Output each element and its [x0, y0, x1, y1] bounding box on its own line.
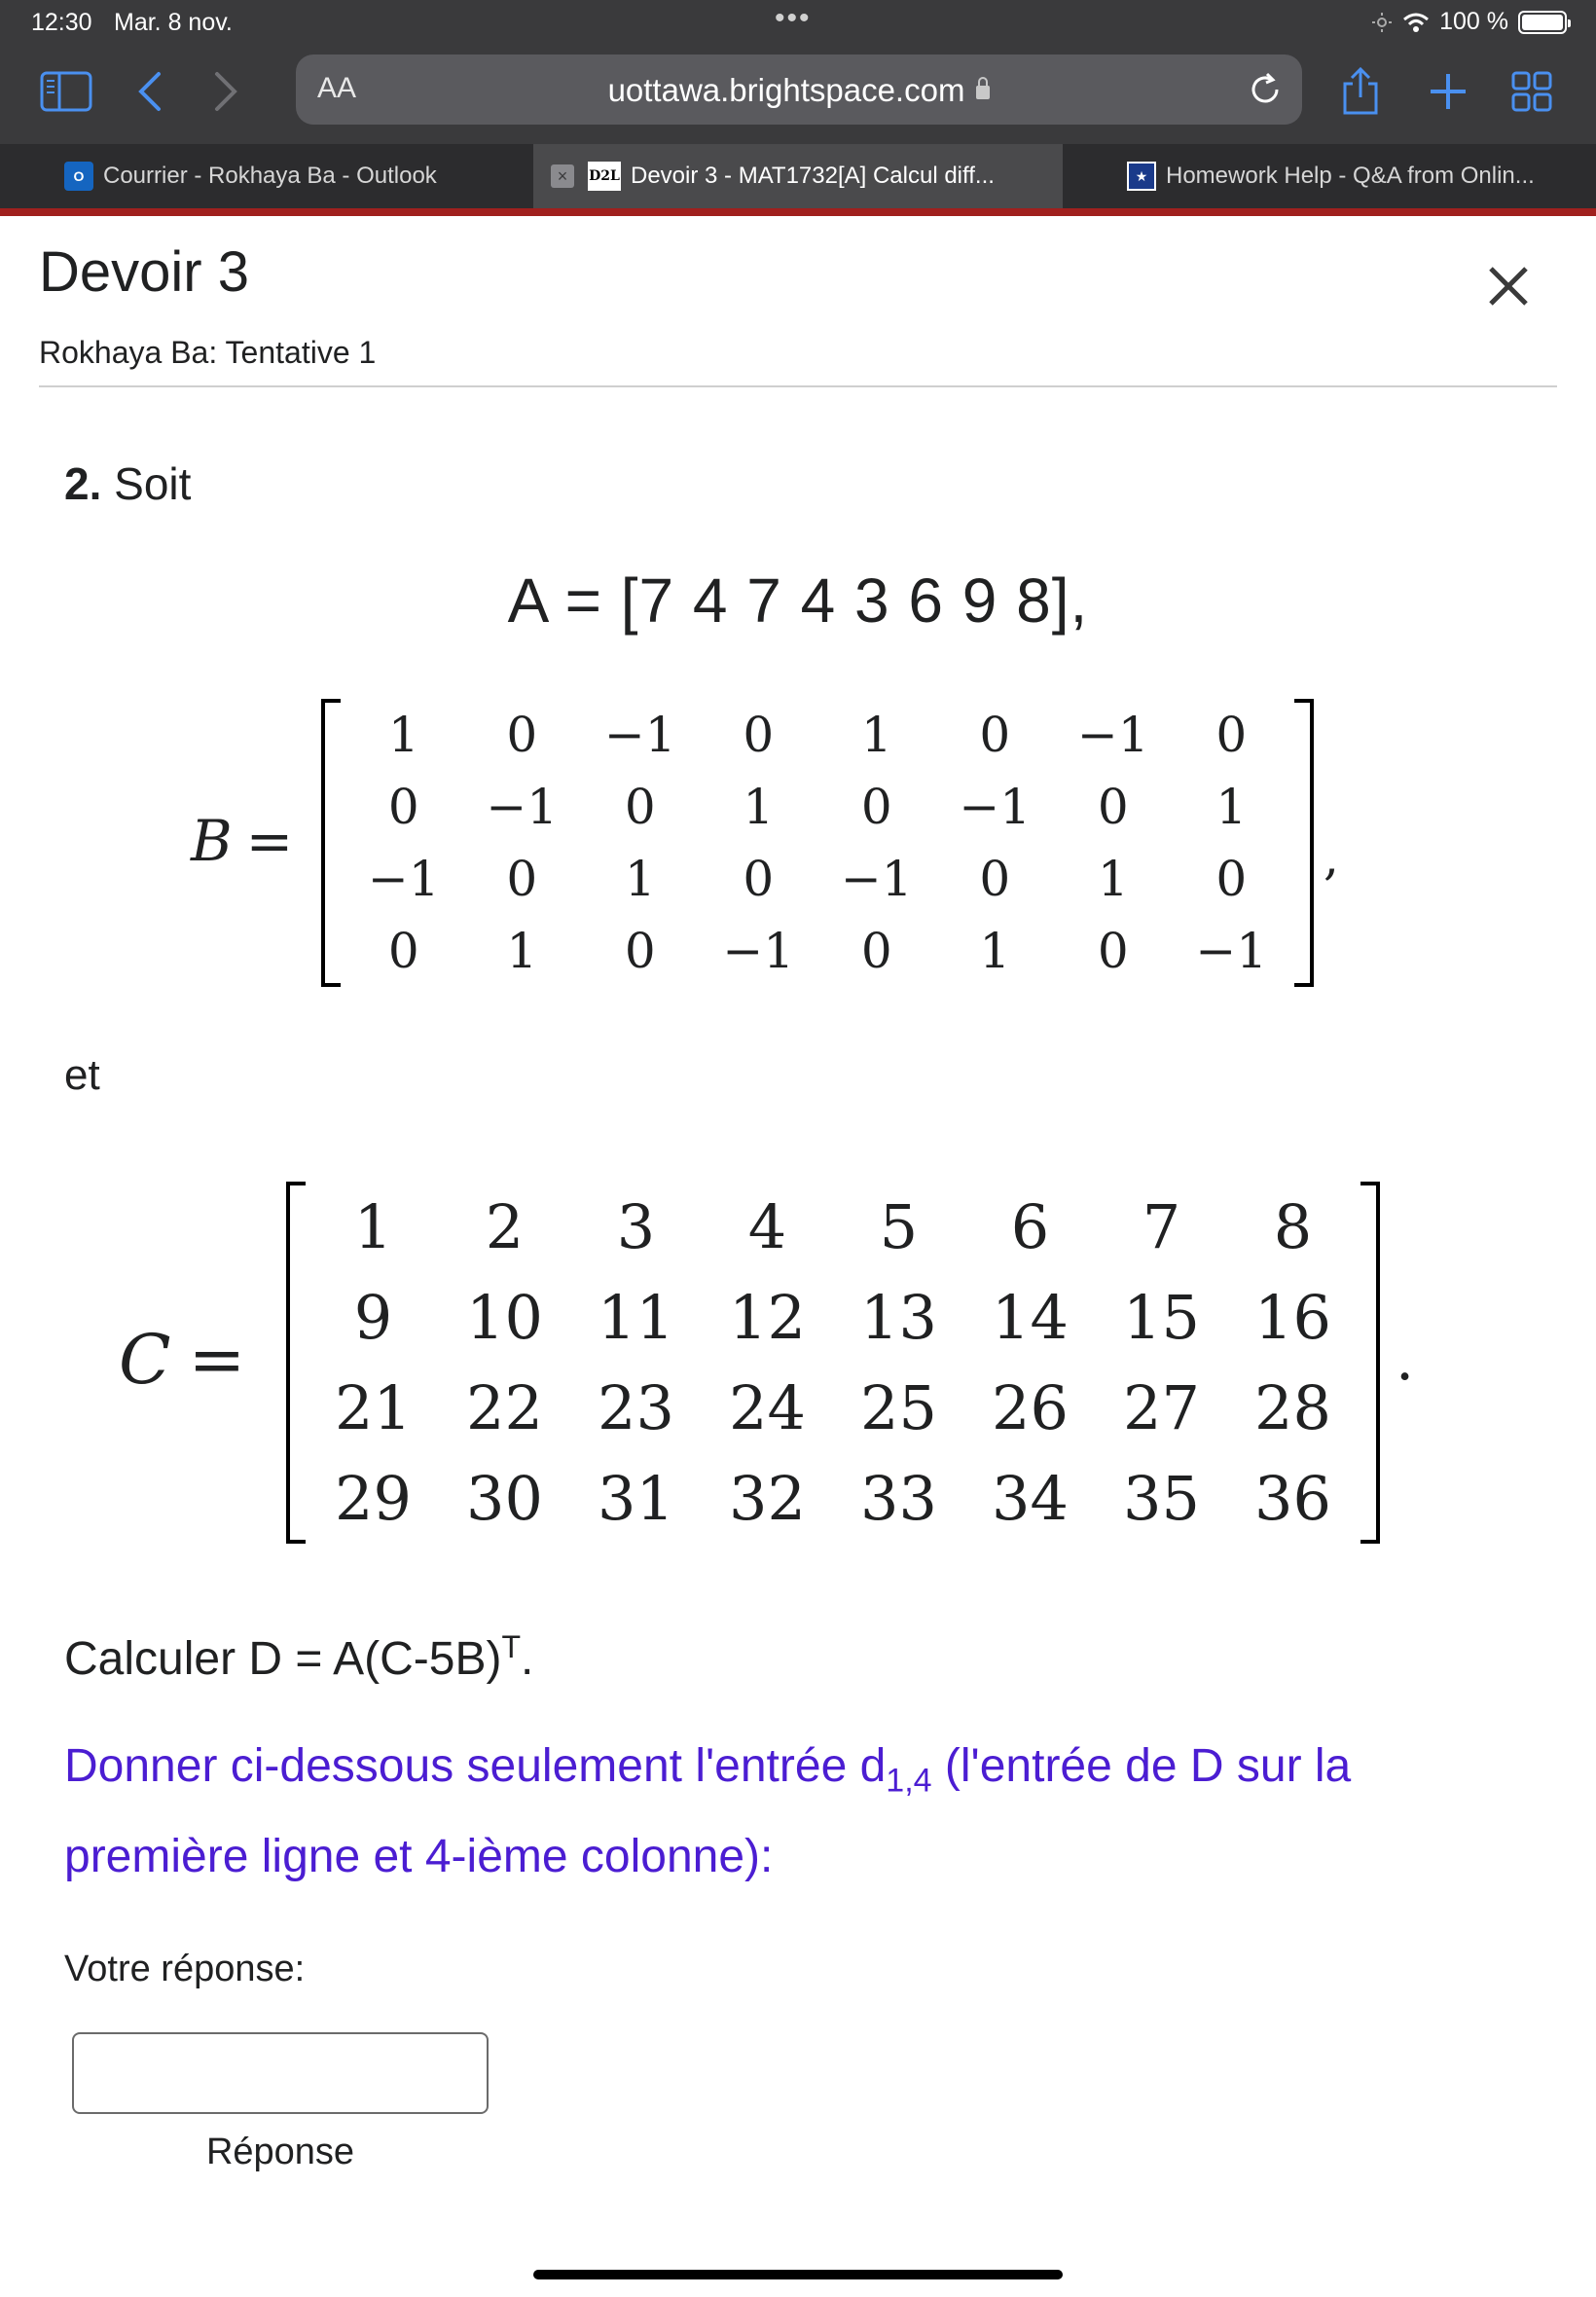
matrix-c-cell: 2 — [485, 1191, 525, 1262]
browser-toolbar — [0, 47, 1596, 144]
connector-text: et — [64, 1051, 100, 1099]
matrix-b-cell: −1 — [603, 707, 676, 763]
tab-outlook[interactable] — [47, 144, 533, 208]
outlook-icon: O — [64, 162, 93, 191]
matrix-b-cell: −1 — [367, 851, 440, 907]
sidebar-icon[interactable] — [39, 64, 93, 119]
matrix-c-period: . — [1396, 1326, 1415, 1394]
matrix-c-cell: 4 — [747, 1191, 787, 1262]
matrix-b — [321, 699, 1314, 987]
instruction-suffix: (l'entrée de D sur la première ligne et 4-ième colonne): — [64, 1740, 1352, 1882]
share-icon[interactable] — [1333, 64, 1388, 119]
bracket-left — [321, 699, 341, 987]
matrix-c-symbol: C — [119, 1320, 171, 1400]
matrix-c-cell: 14 — [992, 1282, 1069, 1353]
matrix-c-cell: 13 — [860, 1282, 937, 1353]
back-icon[interactable] — [123, 64, 177, 119]
matrix-b-cell: 0 — [506, 707, 538, 763]
instruction-prefix: Donner ci-dessous seulement l'entrée d — [64, 1740, 887, 1792]
matrix-b-comma: , — [1324, 829, 1339, 886]
tab-label: Devoir 3 - MAT1732[A] Calcul diff... — [631, 163, 995, 189]
matrix-c-cell: 36 — [1254, 1463, 1331, 1534]
bracket-right — [1360, 1182, 1380, 1544]
matrix-b-cell: −1 — [722, 923, 795, 979]
bracket-right — [1294, 699, 1314, 987]
matrix-c-cell: 27 — [1123, 1372, 1200, 1443]
page-title: Devoir 3 — [39, 240, 249, 304]
question-number: 2. — [64, 458, 102, 509]
tab-bar — [0, 144, 1596, 208]
matrix-b-cell: −1 — [1195, 923, 1268, 979]
matrix-c-cell: 1 — [353, 1191, 393, 1262]
matrix-b-cell: 0 — [387, 779, 419, 835]
multitasking-dots-icon[interactable]: ••• — [775, 2, 812, 34]
d2l-icon: D2L — [588, 162, 621, 191]
tab-label: Courrier - Rokhaya Ba - Outlook — [103, 163, 437, 189]
battery-level — [1522, 15, 1563, 30]
matrix-b-cell: 1 — [743, 779, 775, 835]
matrix-b-cell: 0 — [624, 923, 656, 979]
calc-suffix: . — [521, 1633, 534, 1685]
tab-overview-icon[interactable] — [1505, 64, 1559, 119]
matrix-c-cell: 32 — [729, 1463, 806, 1534]
answer-label: Votre réponse: — [64, 1949, 306, 1989]
matrix-c-cell: 29 — [335, 1463, 412, 1534]
url-text: uottawa.brightspace.com — [607, 72, 965, 108]
matrix-b-cell: 0 — [387, 923, 419, 979]
page-accent-line — [0, 208, 1596, 216]
reader-label: AA — [317, 72, 357, 104]
equation-a: A = [7 4 7 4 3 6 9 8], — [507, 565, 1089, 636]
matrix-c-cell: 15 — [1123, 1282, 1200, 1353]
matrix-b-cell: 0 — [624, 779, 656, 835]
matrix-b-cell: 0 — [979, 851, 1011, 907]
matrix-c-cell: 22 — [466, 1372, 543, 1443]
close-icon[interactable] — [1477, 255, 1540, 317]
matrix-b-cell: −1 — [1076, 707, 1149, 763]
matrix-c-cell: 24 — [729, 1372, 806, 1443]
matrix-b-cell: −1 — [959, 779, 1032, 835]
status-indicators — [1371, 8, 1567, 36]
answer-input[interactable] — [72, 2032, 489, 2114]
matrix-b-symbol: B — [191, 808, 233, 874]
matrix-c-cell: 16 — [1254, 1282, 1331, 1353]
matrix-b-cell: 1 — [1215, 779, 1248, 835]
close-tab-icon[interactable]: × — [551, 164, 574, 188]
matrix-b-cell: 0 — [506, 851, 538, 907]
battery-icon — [1518, 11, 1567, 34]
matrix-c-grid — [308, 1182, 1359, 1544]
question-intro: Soit — [114, 458, 192, 509]
matrix-b-cell: 0 — [1097, 779, 1129, 835]
home-indicator[interactable] — [533, 2270, 1063, 2279]
calculation-prompt — [64, 1629, 533, 1686]
matrix-c-cell: 30 — [466, 1463, 543, 1534]
new-tab-icon[interactable] — [1421, 64, 1475, 119]
matrix-c-cell: 9 — [353, 1282, 393, 1353]
matrix-c-cell: 6 — [1010, 1191, 1050, 1262]
matrix-b-cell: 0 — [860, 779, 892, 835]
matrix-b-cell: 0 — [1215, 851, 1248, 907]
matrix-c-label: C = — [119, 1320, 246, 1400]
matrix-b-cell: 1 — [860, 707, 892, 763]
matrix-b-cell: −1 — [840, 851, 913, 907]
matrix-b-label: B = — [191, 808, 294, 874]
battery-percent: 100 % — [1439, 8, 1508, 35]
browser-chrome — [0, 0, 1596, 144]
status-date: Mar. 8 nov. — [114, 9, 233, 36]
bracket-left — [286, 1182, 306, 1544]
brightness-icon — [1371, 12, 1393, 33]
matrix-b-cell: 1 — [624, 851, 656, 907]
attempt-label: Rokhaya Ba: Tentative 1 — [39, 335, 377, 370]
matrix-c-cell: 5 — [879, 1191, 919, 1262]
wifi-icon — [1402, 12, 1430, 33]
matrix-c-cell: 23 — [598, 1372, 674, 1443]
matrix-c-cell: 12 — [729, 1282, 806, 1353]
matrix-b-cell: 0 — [743, 851, 775, 907]
matrix-b-cell: 0 — [860, 923, 892, 979]
matrix-b-cell: 1 — [506, 923, 538, 979]
matrix-b-cell: 0 — [1097, 923, 1129, 979]
calc-transpose: T — [501, 1629, 522, 1664]
matrix-b-cell: 1 — [979, 923, 1011, 979]
forward-icon[interactable] — [199, 64, 253, 119]
tab-homework-help[interactable] — [1109, 144, 1596, 208]
question-heading — [64, 457, 191, 510]
divider — [39, 385, 1557, 387]
matrix-c-cell: 25 — [860, 1372, 937, 1443]
status-bar — [0, 0, 1596, 47]
matrix-b-cell: 0 — [1215, 707, 1248, 763]
matrix-b-cell: 1 — [1097, 851, 1129, 907]
matrix-c-cell: 33 — [860, 1463, 937, 1534]
matrix-c-cell: 34 — [992, 1463, 1069, 1534]
instruction-subscript: 1,4 — [886, 1762, 932, 1800]
matrix-b-cell: −1 — [486, 779, 559, 835]
matrix-b-grid — [345, 699, 1290, 987]
matrix-b-cell: 1 — [387, 707, 419, 763]
instruction-text — [64, 1729, 1446, 1895]
answer-caption: Réponse — [205, 2132, 355, 2172]
matrix-c-cell: 3 — [616, 1191, 656, 1262]
tab-devoir-3[interactable] — [533, 144, 1063, 208]
matrix-c-cell: 35 — [1123, 1463, 1200, 1534]
calc-prefix: Calculer D = A(C-5B) — [64, 1633, 502, 1685]
matrix-c-cell: 8 — [1273, 1191, 1313, 1262]
matrix-b-cell: 0 — [979, 707, 1011, 763]
star-icon: ★ — [1127, 162, 1156, 191]
matrix-b-cell: 0 — [743, 707, 775, 763]
url-display[interactable] — [296, 72, 1302, 109]
matrix-c-cell: 11 — [598, 1282, 674, 1353]
matrix-c — [286, 1182, 1380, 1544]
matrix-c-cell: 28 — [1254, 1372, 1331, 1443]
status-time: 12:30 — [31, 9, 92, 36]
tab-label: Homework Help - Q&A from Onlin... — [1166, 163, 1535, 189]
matrix-c-cell: 21 — [335, 1372, 412, 1443]
matrix-c-cell: 26 — [992, 1372, 1069, 1443]
lock-icon — [976, 86, 990, 99]
matrix-c-cell: 31 — [598, 1463, 674, 1534]
reload-icon[interactable] — [1242, 66, 1288, 113]
matrix-c-cell: 10 — [466, 1282, 543, 1353]
address-bar[interactable] — [296, 55, 1302, 125]
matrix-c-cell: 7 — [1142, 1191, 1181, 1262]
